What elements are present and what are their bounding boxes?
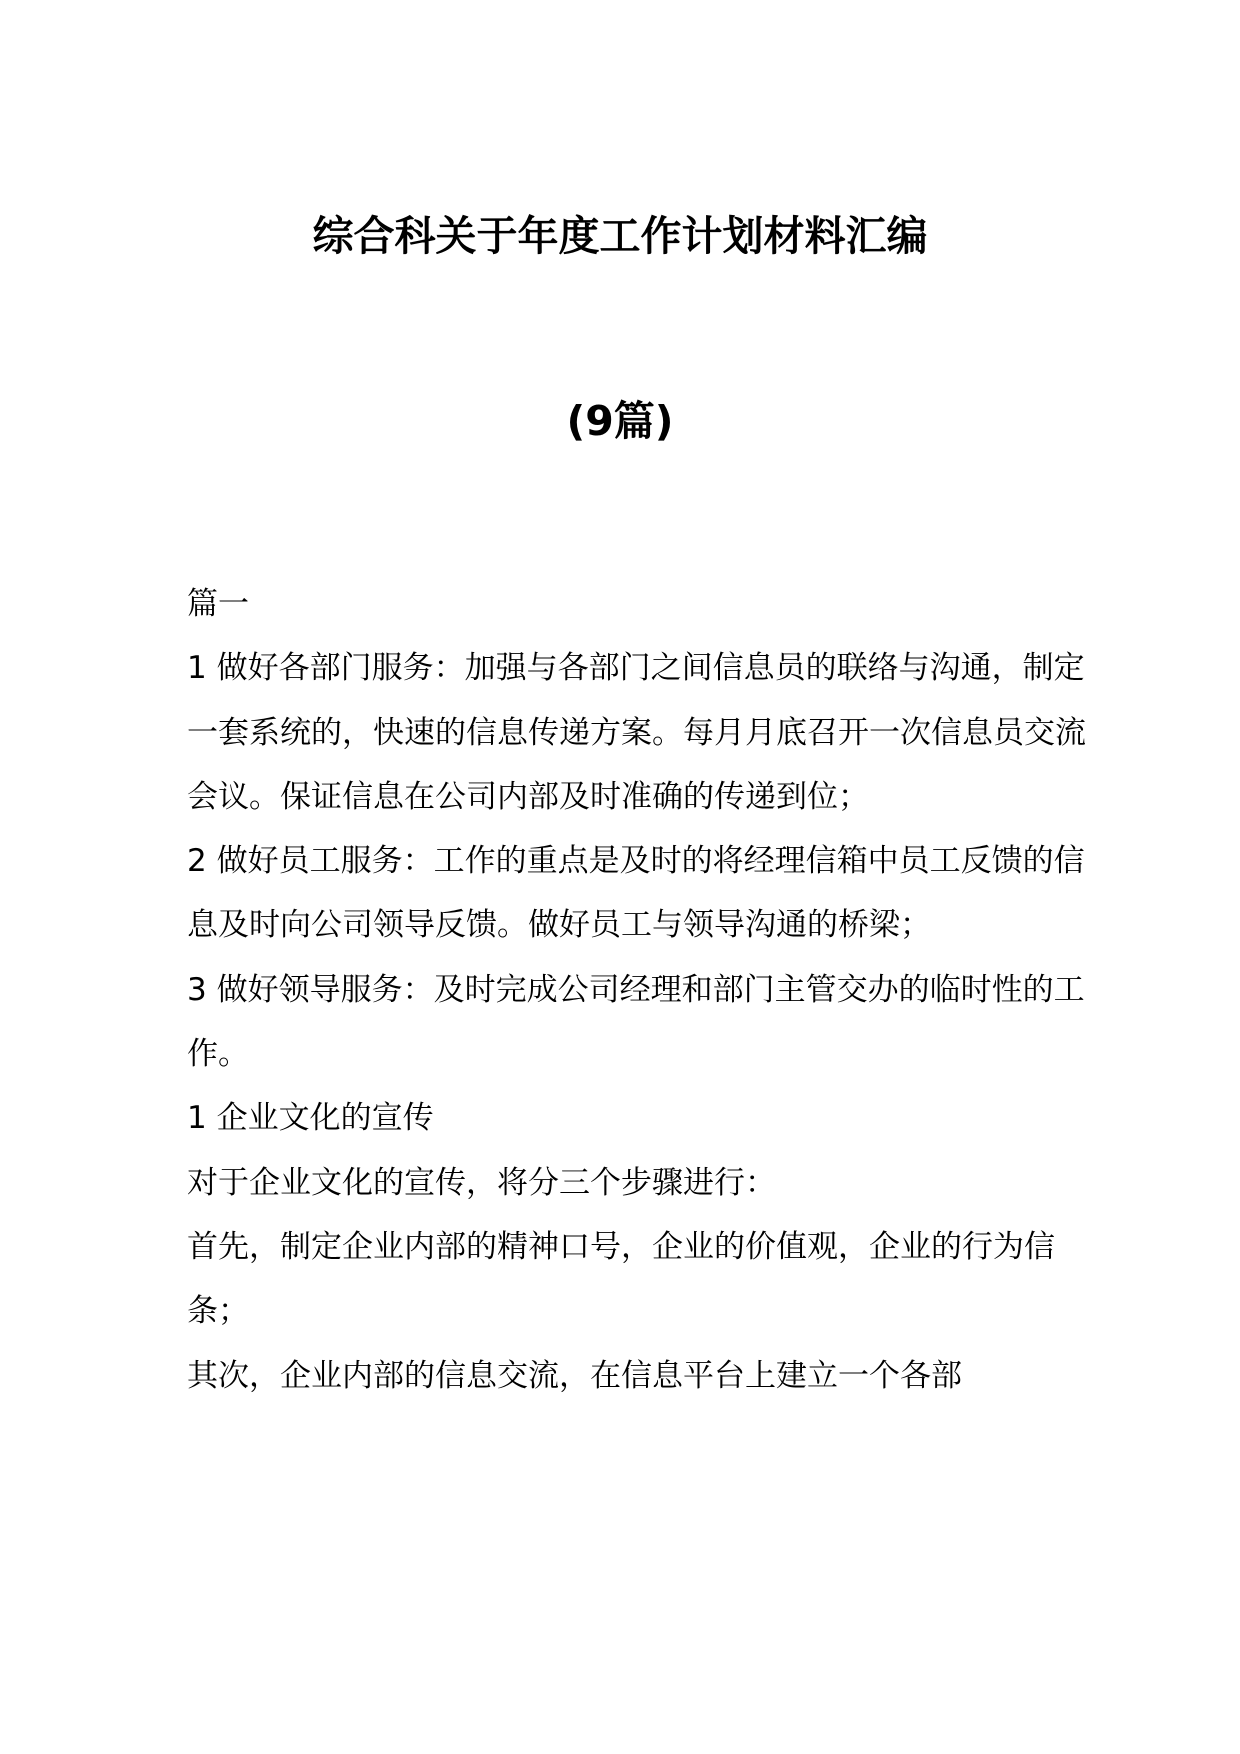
document-body	[187, 572, 1087, 1408]
body-paragraph: 首先，制定企业内部的精神口号，企业的价值观，企业的行为信条；	[187, 1228, 1055, 1330]
body-paragraph: 2 做好员工服务：工作的重点是及时的将经理信箱中员工反馈的信息及时向公司领导反馈。做好员工与领导沟通的桥梁；	[187, 843, 1085, 944]
body-paragraph: 3 做好领导服务：及时完成公司经理和部门主管交办的临时性的工作。	[187, 971, 1085, 1073]
document-title: 综合科关于年度工作计划材料汇编	[312, 212, 928, 260]
document-subtitle: (9篇)	[566, 397, 674, 445]
section-heading: 篇一	[187, 586, 249, 622]
body-paragraph: 其次，企业内部的信息交流，在信息平台上建立一个各部	[187, 1357, 962, 1394]
body-paragraph: 1 企业文化的宣传	[187, 1100, 434, 1137]
body-paragraph: 对于企业文化的宣传，将分三个步骤进行：	[187, 1164, 776, 1201]
body-paragraph: 1 做好各部门服务：加强与各部门之间信息员的联络与沟通，制定一套系统的，快速的信息传递方案。每月月底召开一次信息员交流会议。保证信息在公司内部及时准确的传递到位；	[187, 650, 1086, 815]
